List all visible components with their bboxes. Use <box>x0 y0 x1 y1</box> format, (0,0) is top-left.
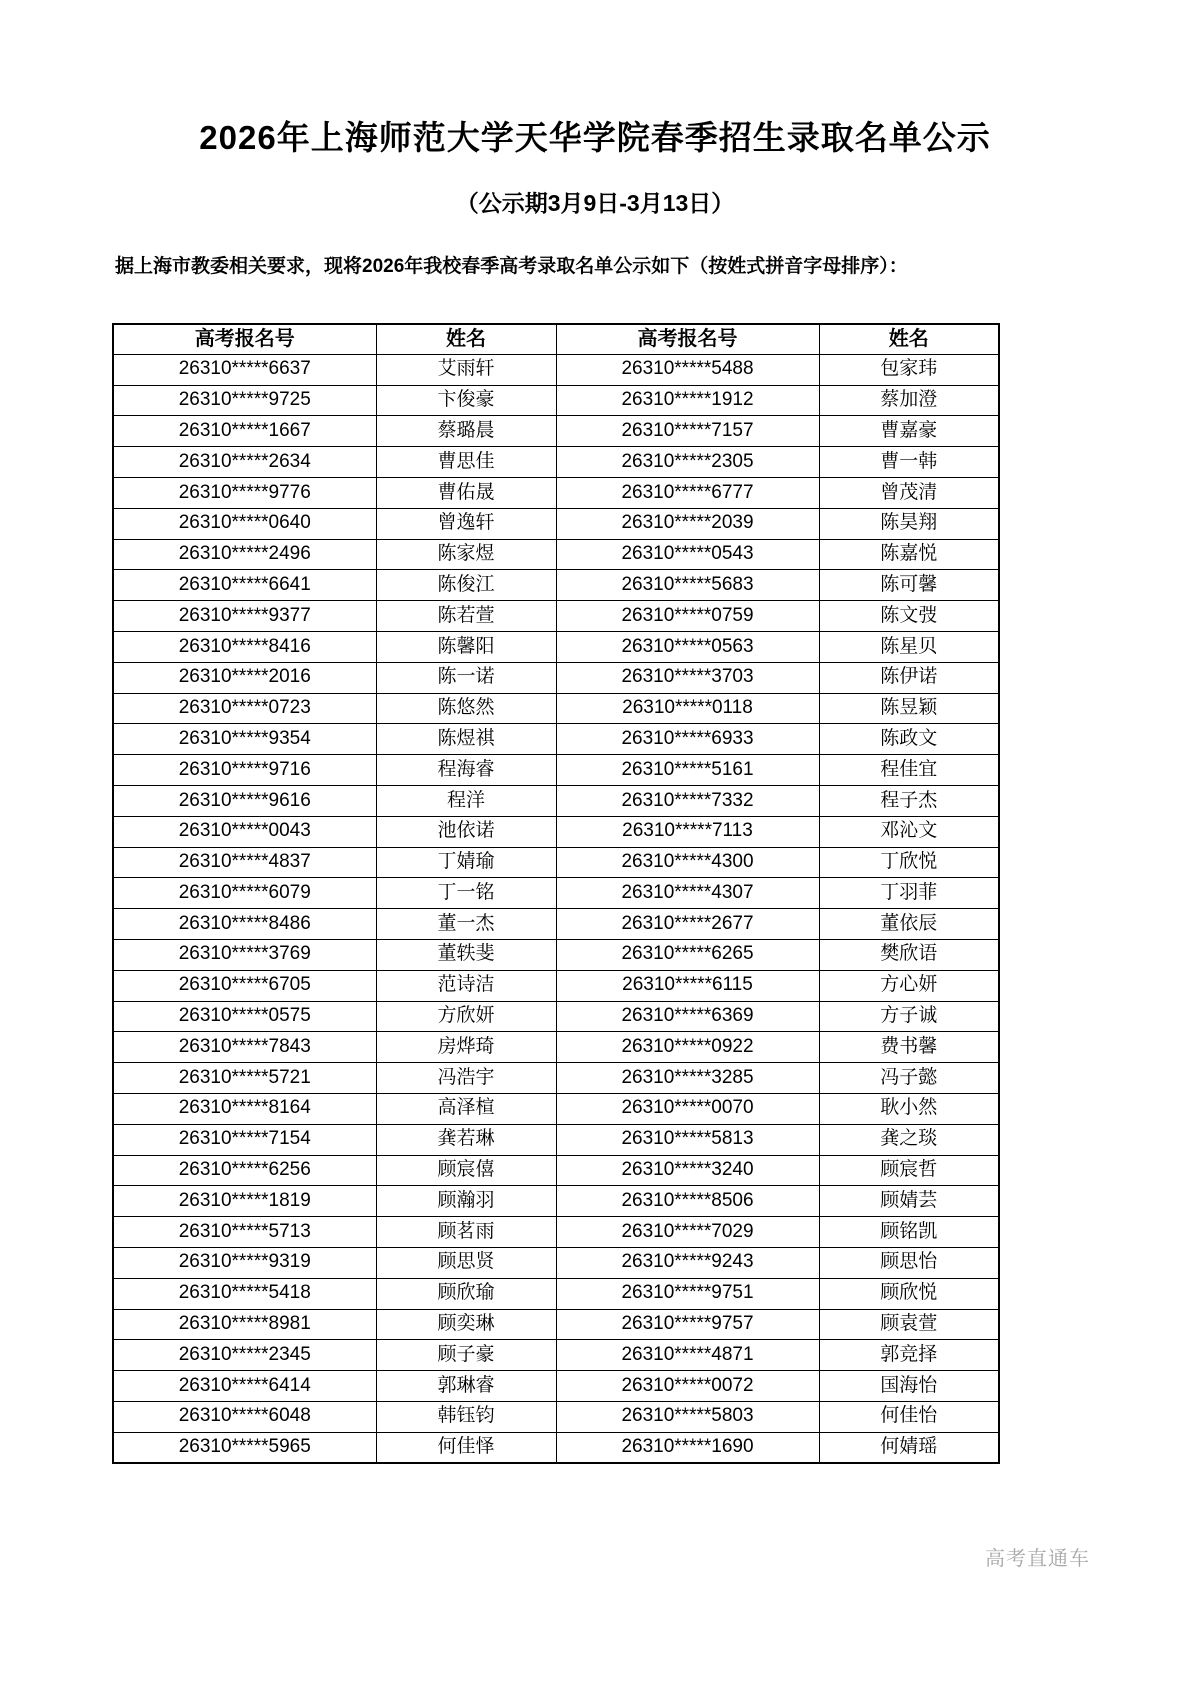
exam-id-cell: 26310*****9319 <box>113 1248 376 1279</box>
exam-id-cell: 26310*****0640 <box>113 508 376 539</box>
exam-id-cell: 26310*****9616 <box>113 786 376 817</box>
column-header-name: 姓名 <box>819 324 999 355</box>
table-row <box>113 416 999 447</box>
intro-text: 据上海市教委相关要求，现将2026年我校春季高考录取名单公示如下（按姓式拼音字母排序）： <box>115 256 908 277</box>
exam-id-cell: 26310*****5683 <box>556 570 819 601</box>
exam-id-cell: 26310*****3769 <box>113 940 376 971</box>
exam-id-cell: 26310*****6265 <box>556 940 819 971</box>
name-cell: 曹一韩 <box>819 447 999 478</box>
name-cell: 董轶斐 <box>376 940 556 971</box>
table-row <box>113 662 999 693</box>
table-row <box>113 940 999 971</box>
name-cell: 陈可馨 <box>819 570 999 601</box>
exam-id-cell: 26310*****2634 <box>113 447 376 478</box>
exam-id-cell: 26310*****6705 <box>113 970 376 1001</box>
name-cell: 方欣妍 <box>376 1001 556 1032</box>
name-cell: 顾子豪 <box>376 1340 556 1371</box>
exam-id-cell: 26310*****0043 <box>113 816 376 847</box>
table-row <box>113 570 999 601</box>
name-cell: 曾逸轩 <box>376 508 556 539</box>
exam-id-cell: 26310*****0575 <box>113 1001 376 1032</box>
table-row <box>113 478 999 509</box>
name-cell: 何佳怡 <box>819 1401 999 1432</box>
exam-id-cell: 26310*****5721 <box>113 1063 376 1094</box>
exam-id-cell: 26310*****0759 <box>556 601 819 632</box>
name-cell: 顾婧芸 <box>819 1186 999 1217</box>
exam-id-cell: 26310*****9243 <box>556 1248 819 1279</box>
name-cell: 顾茗雨 <box>376 1217 556 1248</box>
table-row <box>113 1432 999 1463</box>
name-cell: 丁一铭 <box>376 878 556 909</box>
exam-id-cell: 26310*****0543 <box>556 539 819 570</box>
name-cell: 包家玮 <box>819 354 999 385</box>
name-cell: 陈星贝 <box>819 632 999 663</box>
exam-id-cell: 26310*****5803 <box>556 1401 819 1432</box>
name-cell: 陈俊江 <box>376 570 556 601</box>
exam-id-cell: 26310*****3285 <box>556 1063 819 1094</box>
exam-id-cell: 26310*****2016 <box>113 662 376 693</box>
name-cell: 费书馨 <box>819 1032 999 1063</box>
name-cell: 陈嘉悦 <box>819 539 999 570</box>
exam-id-cell: 26310*****8416 <box>113 632 376 663</box>
table-row <box>113 909 999 940</box>
name-cell: 顾宸哲 <box>819 1155 999 1186</box>
table-row <box>113 1001 999 1032</box>
exam-id-cell: 26310*****2039 <box>556 508 819 539</box>
name-cell: 龚之琰 <box>819 1124 999 1155</box>
name-cell: 郭竞择 <box>819 1340 999 1371</box>
exam-id-cell: 26310*****8981 <box>113 1309 376 1340</box>
page-title: 2026年上海师范大学天华学院春季招生录取名单公示 <box>199 119 991 156</box>
name-cell: 池依诺 <box>376 816 556 847</box>
name-cell: 陈家煜 <box>376 539 556 570</box>
name-cell: 顾思贤 <box>376 1248 556 1279</box>
exam-id-cell: 26310*****0563 <box>556 632 819 663</box>
page-subtitle: （公示期3月9日-3月13日） <box>455 190 735 216</box>
exam-id-cell: 26310*****9725 <box>113 385 376 416</box>
name-cell: 丁羽菲 <box>819 878 999 909</box>
exam-id-cell: 26310*****1912 <box>556 385 819 416</box>
name-cell: 董一杰 <box>376 909 556 940</box>
table-row <box>113 447 999 478</box>
column-header-name: 姓名 <box>376 324 556 355</box>
name-cell: 程子杰 <box>819 786 999 817</box>
name-cell: 曾茂清 <box>819 478 999 509</box>
exam-id-cell: 26310*****0723 <box>113 693 376 724</box>
exam-id-cell: 26310*****1690 <box>556 1432 819 1463</box>
name-cell: 顾袁萱 <box>819 1309 999 1340</box>
name-cell: 陈伊诺 <box>819 662 999 693</box>
exam-id-cell: 26310*****6079 <box>113 878 376 909</box>
name-cell: 顾欣悦 <box>819 1278 999 1309</box>
name-cell: 韩钰钧 <box>376 1401 556 1432</box>
table-row <box>113 1063 999 1094</box>
exam-id-cell: 26310*****7157 <box>556 416 819 447</box>
table-row <box>113 1094 999 1125</box>
name-cell: 冯子懿 <box>819 1063 999 1094</box>
name-cell: 曹思佳 <box>376 447 556 478</box>
exam-id-cell: 26310*****0070 <box>556 1094 819 1125</box>
name-cell: 顾宸僖 <box>376 1155 556 1186</box>
table-row <box>113 1340 999 1371</box>
name-cell: 丁婧瑜 <box>376 847 556 878</box>
exam-id-cell: 26310*****6256 <box>113 1155 376 1186</box>
name-cell: 顾奕琳 <box>376 1309 556 1340</box>
name-cell: 国海怡 <box>819 1371 999 1402</box>
name-cell: 方心妍 <box>819 970 999 1001</box>
name-cell: 龚若琳 <box>376 1124 556 1155</box>
exam-id-cell: 26310*****6641 <box>113 570 376 601</box>
table-row <box>113 354 999 385</box>
table-row <box>113 1217 999 1248</box>
exam-id-cell: 26310*****1667 <box>113 416 376 447</box>
exam-id-cell: 26310*****2305 <box>556 447 819 478</box>
table-row <box>113 786 999 817</box>
exam-id-cell: 26310*****9354 <box>113 724 376 755</box>
name-cell: 房烨琦 <box>376 1032 556 1063</box>
name-cell: 陈一诺 <box>376 662 556 693</box>
table-row <box>113 1124 999 1155</box>
name-cell: 程海睿 <box>376 755 556 786</box>
exam-id-cell: 26310*****6414 <box>113 1371 376 1402</box>
name-cell: 樊欣语 <box>819 940 999 971</box>
exam-id-cell: 26310*****5813 <box>556 1124 819 1155</box>
exam-id-cell: 26310*****8164 <box>113 1094 376 1125</box>
exam-id-cell: 26310*****5418 <box>113 1278 376 1309</box>
name-cell: 顾瀚羽 <box>376 1186 556 1217</box>
table-row <box>113 601 999 632</box>
table-row <box>113 385 999 416</box>
name-cell: 范诗洁 <box>376 970 556 1001</box>
exam-id-cell: 26310*****6933 <box>556 724 819 755</box>
table-row <box>113 1401 999 1432</box>
table-row <box>113 847 999 878</box>
table-row <box>113 1371 999 1402</box>
exam-id-cell: 26310*****7113 <box>556 816 819 847</box>
table-row <box>113 755 999 786</box>
name-cell: 蔡加澄 <box>819 385 999 416</box>
name-cell: 耿小然 <box>819 1094 999 1125</box>
name-cell: 顾思怡 <box>819 1248 999 1279</box>
name-cell: 冯浩宇 <box>376 1063 556 1094</box>
name-cell: 陈文弢 <box>819 601 999 632</box>
admission-list-table <box>112 323 1000 1464</box>
exam-id-cell: 26310*****4307 <box>556 878 819 909</box>
exam-id-cell: 26310*****7843 <box>113 1032 376 1063</box>
table-row <box>113 693 999 724</box>
table-row <box>113 1032 999 1063</box>
name-cell: 郭琳睿 <box>376 1371 556 1402</box>
name-cell: 何佳怿 <box>376 1432 556 1463</box>
name-cell: 程洋 <box>376 786 556 817</box>
name-cell: 陈悠然 <box>376 693 556 724</box>
name-cell: 董依辰 <box>819 909 999 940</box>
exam-id-cell: 26310*****5965 <box>113 1432 376 1463</box>
name-cell: 邓沁文 <box>819 816 999 847</box>
name-cell: 方子诚 <box>819 1001 999 1032</box>
name-cell: 蔡璐晨 <box>376 416 556 447</box>
table-row <box>113 1186 999 1217</box>
exam-id-cell: 26310*****1819 <box>113 1186 376 1217</box>
exam-id-cell: 26310*****2496 <box>113 539 376 570</box>
exam-id-cell: 26310*****9757 <box>556 1309 819 1340</box>
exam-id-cell: 26310*****0072 <box>556 1371 819 1402</box>
exam-id-cell: 26310*****4837 <box>113 847 376 878</box>
exam-id-cell: 26310*****7332 <box>556 786 819 817</box>
table-row <box>113 1309 999 1340</box>
exam-id-cell: 26310*****4300 <box>556 847 819 878</box>
name-cell: 卞俊豪 <box>376 385 556 416</box>
table-row <box>113 539 999 570</box>
table-row <box>113 878 999 909</box>
name-cell: 曹嘉豪 <box>819 416 999 447</box>
exam-id-cell: 26310*****5161 <box>556 755 819 786</box>
exam-id-cell: 26310*****4871 <box>556 1340 819 1371</box>
table-row <box>113 1248 999 1279</box>
exam-id-cell: 26310*****6048 <box>113 1401 376 1432</box>
name-cell: 陈馨阳 <box>376 632 556 663</box>
exam-id-cell: 26310*****9377 <box>113 601 376 632</box>
name-cell: 高泽楦 <box>376 1094 556 1125</box>
name-cell: 程佳宜 <box>819 755 999 786</box>
exam-id-cell: 26310*****7029 <box>556 1217 819 1248</box>
name-cell: 艾雨轩 <box>376 354 556 385</box>
exam-id-cell: 26310*****5713 <box>113 1217 376 1248</box>
exam-id-cell: 26310*****6777 <box>556 478 819 509</box>
name-cell: 顾铭凯 <box>819 1217 999 1248</box>
name-cell: 陈昊翔 <box>819 508 999 539</box>
table-row <box>113 1278 999 1309</box>
exam-id-cell: 26310*****7154 <box>113 1124 376 1155</box>
table-row <box>113 632 999 663</box>
table-row <box>113 816 999 847</box>
table-header-row <box>113 324 999 355</box>
name-cell: 陈政文 <box>819 724 999 755</box>
exam-id-cell: 26310*****6115 <box>556 970 819 1001</box>
table-row <box>113 724 999 755</box>
name-cell: 丁欣悦 <box>819 847 999 878</box>
exam-id-cell: 26310*****9751 <box>556 1278 819 1309</box>
table-body <box>113 354 999 1463</box>
table-row <box>113 1155 999 1186</box>
exam-id-cell: 26310*****9776 <box>113 478 376 509</box>
watermark: 高考直通车 <box>985 1548 1090 1570</box>
exam-id-cell: 26310*****0118 <box>556 693 819 724</box>
table-row <box>113 508 999 539</box>
exam-id-cell: 26310*****0922 <box>556 1032 819 1063</box>
exam-id-cell: 26310*****5488 <box>556 354 819 385</box>
name-cell: 陈若萱 <box>376 601 556 632</box>
name-cell: 曹佑晟 <box>376 478 556 509</box>
exam-id-cell: 26310*****6369 <box>556 1001 819 1032</box>
exam-id-cell: 26310*****8506 <box>556 1186 819 1217</box>
column-header-exam-id: 高考报名号 <box>113 324 376 355</box>
name-cell: 陈昱颖 <box>819 693 999 724</box>
exam-id-cell: 26310*****2345 <box>113 1340 376 1371</box>
column-header-exam-id: 高考报名号 <box>556 324 819 355</box>
name-cell: 顾欣瑜 <box>376 1278 556 1309</box>
name-cell: 陈煜祺 <box>376 724 556 755</box>
exam-id-cell: 26310*****3703 <box>556 662 819 693</box>
exam-id-cell: 26310*****8486 <box>113 909 376 940</box>
exam-id-cell: 26310*****2677 <box>556 909 819 940</box>
name-cell: 何婧瑶 <box>819 1432 999 1463</box>
table-row <box>113 970 999 1001</box>
exam-id-cell: 26310*****6637 <box>113 354 376 385</box>
exam-id-cell: 26310*****3240 <box>556 1155 819 1186</box>
exam-id-cell: 26310*****9716 <box>113 755 376 786</box>
